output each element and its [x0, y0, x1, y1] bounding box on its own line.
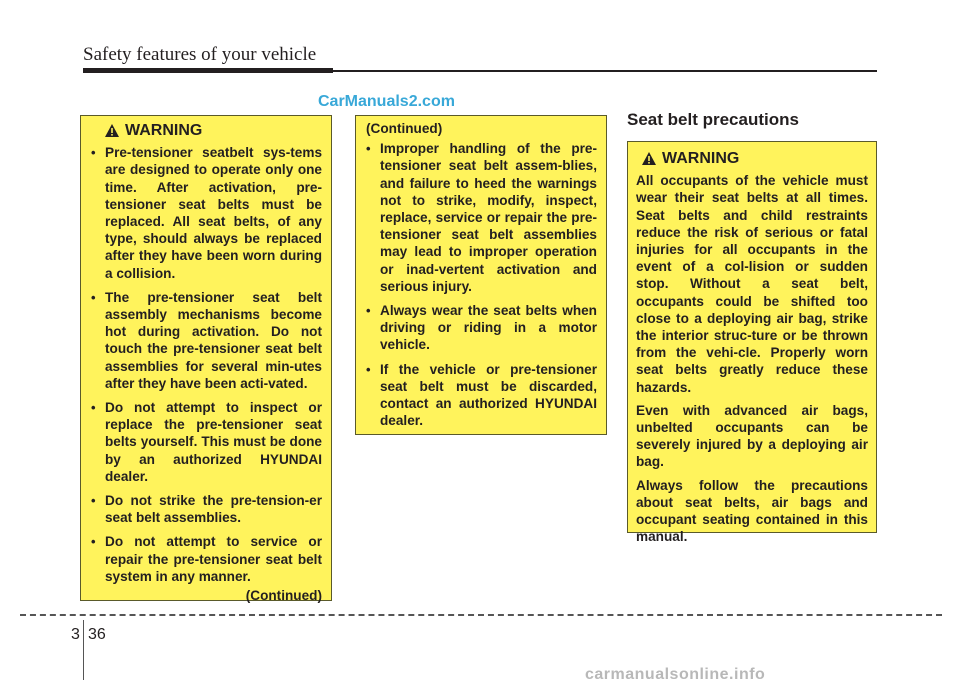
warning-box-continued — [355, 115, 607, 435]
continued-label: (Continued) — [245, 588, 322, 604]
warning-box-pretensioner — [80, 115, 332, 604]
warning-heading — [99, 122, 322, 139]
page-number: 36 — [88, 626, 106, 643]
warning-heading — [636, 150, 868, 167]
list-item: • Do not attempt to service or repair the pre-tensioner seat belt system in any manner. — [91, 533, 322, 585]
list-item: • Improper handling of the pre-tensioner seat belt assem-blies, and failure to heed the warnings not to strike, modify, inspect, replace, service or repair the pre-tensioner seat belt assemblies may lead to improper operation or inad-vertent activation and serious injury. — [366, 140, 597, 295]
continued-label: (Continued) — [366, 121, 443, 136]
header-rule-accent — [83, 68, 333, 73]
list-item: • Do not strike the pre-tension-er seat belt assemblies. — [91, 492, 322, 526]
warning-triangle-icon — [642, 152, 656, 165]
watermark-text: CarManuals2.com — [318, 93, 455, 110]
warning-box-seatbelt — [627, 141, 877, 545]
list-item: • If the vehicle or pre-tensioner seat belt must be discarded, contact an authorized HYUNDAI dealer. — [366, 361, 597, 430]
warning-list — [91, 144, 322, 585]
warning-list — [366, 140, 597, 429]
page-header-title: Safety features of your vehicle — [83, 44, 317, 65]
footer-divider — [20, 614, 942, 616]
list-item: • The pre-tensioner seat belt assembly mechanisms become hot during activation. Do not touch the pre-tensioner seat belt assemblies for several min-utes after they have been acti-vated. — [91, 289, 322, 392]
warning-heading-text: WARNING — [125, 122, 203, 139]
warning-triangle-icon — [105, 124, 119, 137]
paragraph: All occupants of the vehicle must wear their seat belts at all times. Seat belts and child restraints reduce the risk of serious or fatal injuries for all occupants in the event of a col-lision or sudden stop. Without a seat belt, occupants could be shifted too close to a deploying air bag, strike the interior struc-ture or be thrown from the vehi-cle. Properly worn seat belts greatly reduce these hazards. — [636, 173, 868, 395]
warning-heading-text: WARNING — [662, 150, 740, 167]
paragraph: Even with advanced air bags, unbelted occupants can be severely injured by a deploying air bag. — [636, 402, 868, 470]
list-item: • Pre-tensioner seatbelt sys-tems are designed to operate only one time. After activation, pre-tensioner seat belts must be replaced. All seat belts, of any type, should always be replaced after they have been worn during a collision. — [91, 144, 322, 282]
footer-vertical-rule — [83, 620, 84, 680]
list-item: • Always wear the seat belts when driving or riding in a motor vehicle. — [366, 302, 597, 354]
list-item: • Do not attempt to inspect or replace the pre-tensioner seat belts yourself. This must be done by an authorized HYUNDAI dealer. — [91, 399, 322, 485]
footer-watermark: carmanualsonline.info — [585, 666, 766, 683]
chapter-number: 3 — [71, 626, 80, 643]
section-heading: Seat belt precautions — [627, 110, 799, 129]
paragraph: Always follow the precautions about seat belts, air bags and occupant seating contained in this manual. — [636, 477, 868, 545]
